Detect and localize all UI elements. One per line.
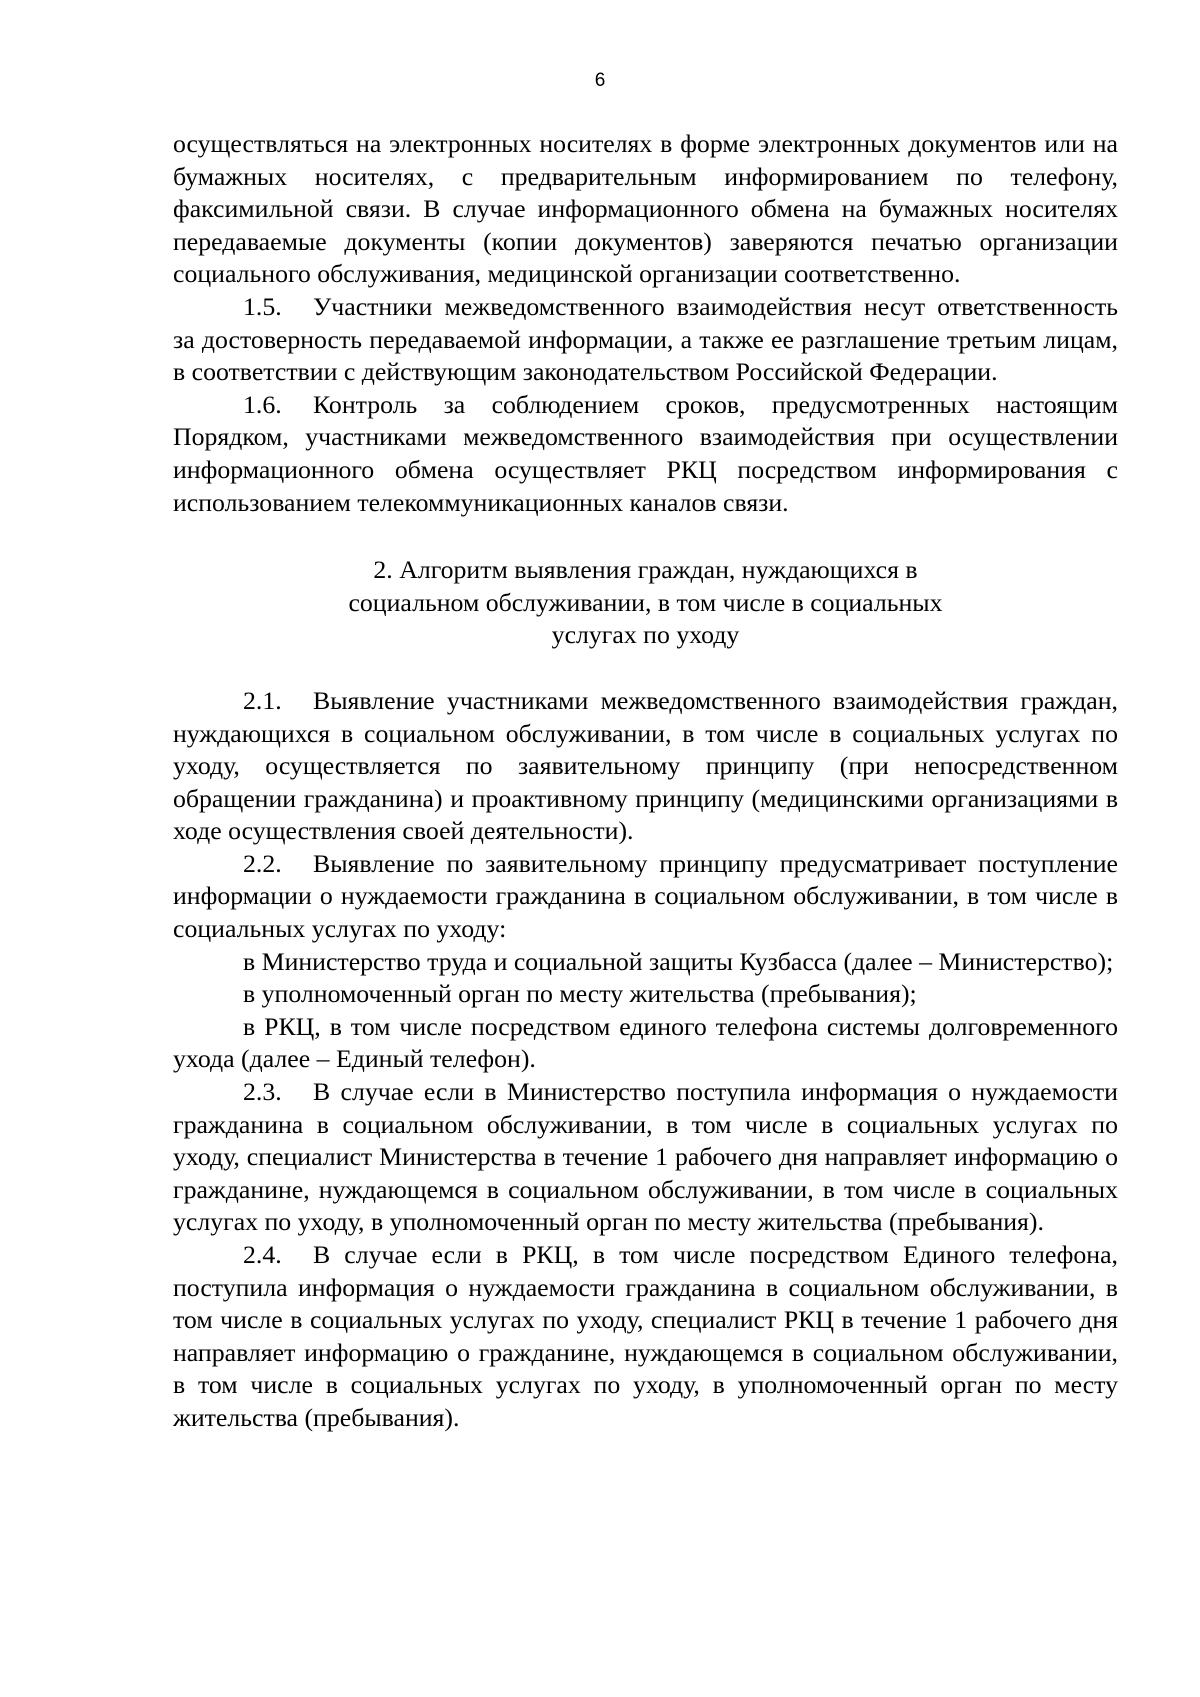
section-heading-line: услугах по уходу: [551, 620, 740, 650]
paragraph-2-2: [173, 848, 1118, 946]
paragraph-text: Контроль за соблюдением сроков, предусмотренных настоящим Порядком, участниками межведомственного взаимодействия при осуществлении информационного обмена осуществляет РКЦ посредством информирования с использованием телекоммуникационных каналов связи.: [173, 389, 1118, 517]
list-item: в РКЦ, в том числе посредством единого телефона системы долговременного ухода (далее – Единый телефон).: [173, 1011, 1118, 1074]
section-heading-line: 2. Алгоритм выявления граждан, нуждающихся в: [373, 555, 918, 585]
paragraph-text: Выявление по заявительному принципу предусматривает поступление информации о нуждаемости гражданина в социальном обслуживании, в том числе в социальных услугах по уходу:: [173, 848, 1118, 944]
paragraph-number: 2.2.: [243, 848, 282, 878]
paragraph-number: 1.6.: [243, 389, 282, 419]
paragraph-intro: осуществляться на электронных носителях в форме электронных документов или на бумажных носителях, с предварительным информированием по телефону, факсимильной связи. В случае информационного обмена на бумажных носителях передаваемые документы (копии документов) заверяются печатью организации социального обслуживания, медицинской организации соответственно.: [173, 129, 1118, 289]
section-heading: [173, 554, 1118, 652]
paragraph-number: 2.3.: [243, 1077, 282, 1107]
paragraph-number: 1.5.: [243, 291, 282, 321]
paragraph-text: Выявление участниками межведомственного взаимодействия граждан, нуждающихся в социальном обслуживании, в том числе в социальных услугах по уходу, осуществляется по заявительному принципу (при непосредственном обращении гражданина) и проактивному принципу (медицинскими организациями в ходе осуществления своей деятельности).: [173, 685, 1118, 846]
section-heading-line: социальном обслуживании, в том числе в социальных: [348, 587, 943, 617]
paragraph-1-5: [173, 291, 1118, 389]
document-body: [173, 128, 1118, 1435]
paragraph-2-1: [173, 685, 1118, 848]
paragraph-text: В случае если в Министерство поступила информация о нуждаемости гражданина в социальном обслуживании, в том числе в социальных услугах по уходу, специалист Министерства в течение 1 рабочего дня направляет информацию о гражданине, нуждающемся в социальном обслуживании, в том числе в социальных услугах по уходу, в уполномоченный орган по месту жительства (пребывания).: [173, 1077, 1118, 1237]
paragraph-2-3: [173, 1076, 1118, 1239]
paragraph-number: 2.1.: [243, 685, 282, 715]
paragraph-2-4: [173, 1239, 1118, 1435]
paragraph-text: В случае если в РКЦ, в том числе посредством Единого телефона, поступила информация о нуждаемости гражданина в социальном обслуживании, в том числе в социальных услугах по уходу, специалист РКЦ в течение 1 рабочего дня направляет информацию о гражданине, нуждающемся в социальном обслуживании, в том числе в социальных услугах по уходу, в уполномоченный орган по месту жительства (пребывания).: [173, 1240, 1118, 1432]
list-item: в уполномоченный орган по месту жительства (пребывания);: [243, 979, 917, 1009]
paragraph-1-6: [173, 389, 1118, 519]
paragraph-number: 2.4.: [243, 1240, 282, 1269]
list-item: в Министерство труда и социальной защиты Кузбасса (далее – Министерство);: [243, 946, 1114, 976]
paragraph-text: Участники межведомственного взаимодействия несут ответственность за достоверность передаваемой информации, а также ее разглашение третьим лицам, в соответствии с действующим законодательством Российской Федерации.: [173, 291, 1118, 387]
page-number: 6: [594, 70, 606, 91]
